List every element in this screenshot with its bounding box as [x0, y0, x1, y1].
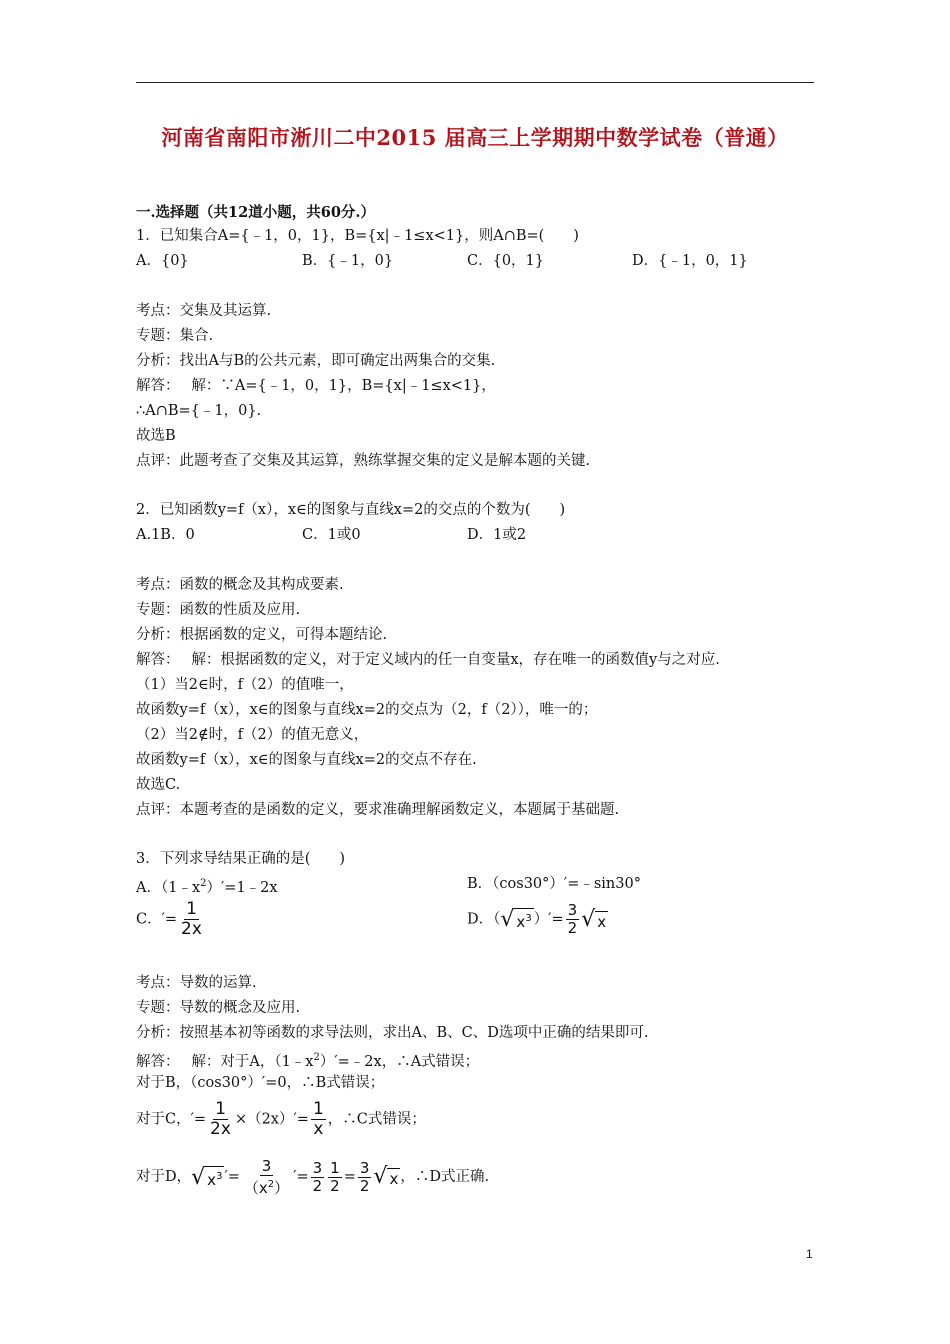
- q1-option-a: A．{0}: [136, 253, 189, 269]
- q2-fenxi: 分析：根据函数的定义，可得本题结论.: [136, 627, 388, 643]
- q1-option-b: B．{﹣1，0}: [302, 253, 394, 269]
- q3-option-a: A．$(1﹣x^2)'=1﹣2x$: [136, 878, 278, 896]
- q1-option-d: D．{﹣1，0，1}: [632, 253, 748, 269]
- q1-dianping: 点评：此题考查了交集及其运算，熟练掌握交集的定义是解本题的关键.: [136, 453, 591, 469]
- section-heading: 一.选择题（共12道小题，共60分.）: [136, 204, 375, 221]
- q1-zhuanti: 专题：集合.: [136, 328, 214, 344]
- q3-stem: 3．下列求导结果正确的是( ): [136, 851, 346, 867]
- q3-jieda-1: 解答： 解：对于A，$(1﹣x^2)'=﹣2x$，∴A式错误；: [136, 1052, 480, 1070]
- q2-jieda-3: 故函数y=f（x），x∈的图象与直线x=2的交点为（2，f（2）），唯一的；: [136, 702, 598, 718]
- fraction-one-over-2x: $\frac{1}{2x}$: [210, 1099, 231, 1139]
- q2-dianping: 点评：本题考查的是函数的定义，要求准确理解函数定义，本题属于基础题.: [136, 802, 620, 818]
- sqrt-x-cubed: √ $x^3$: [500, 907, 532, 932]
- q3-fenxi: 分析：按照基本初等函数的求导法则，求出A、B、C、D选项中正确的结果即可.: [136, 1025, 649, 1041]
- q1-stem: 1．已知集合A={﹣1，0，1}，B={x|﹣1≤x<1}，则A∩B=( ): [136, 228, 579, 244]
- q1-jieda-1: 解答： 解：∵A={﹣1，0，1}，B={x|﹣1≤x<1}，: [136, 378, 496, 394]
- fraction-three-halves: $\frac{3}{2}$: [359, 1158, 370, 1195]
- page-title: 河南省南阳市淅川二中2015 届高三上学期期中数学试卷（普通）: [161, 125, 789, 150]
- q2-jieda-2: （1）当2∈时，f（2）的值唯一，: [136, 677, 354, 693]
- fraction-one-over-x: $\frac{1}{x}$: [312, 1099, 324, 1139]
- q2-jieda-1: 解答： 解：根据函数的定义，对于定义域内的任一自变量x，存在唯一的函数值y与之对应.: [136, 652, 720, 668]
- fraction-one-over-2x: $\frac{1}{2x}$: [181, 899, 202, 939]
- q2-zhuanti: 专题：函数的性质及应用.: [136, 602, 301, 618]
- q2-kaodian: 考点：函数的概念及其构成要素.: [136, 577, 344, 593]
- q2-jieda-4: （2）当2∉时，f（2）的值无意义，: [136, 727, 369, 743]
- q1-fenxi: 分析：找出A与B的公共元素，即可确定出两集合的交集.: [136, 353, 496, 369]
- q3-option-b: B．（cos30°）′=﹣sin30°: [467, 876, 641, 892]
- q3-jieda-3: 对于C，′= $\frac{1}{2x}$ ×（2x）′= $\frac{1}{x}$ ，∴C式错误；: [136, 1099, 426, 1139]
- q2-stem: 2．已知函数y=f（x），x∈的图象与直线x=2的交点的个数为( ): [136, 502, 566, 518]
- q1-kaodian: 考点：交集及其运算.: [136, 303, 272, 319]
- fraction-three-halves: $\frac{3}{2}$: [567, 901, 578, 937]
- q3-option-d: D．（ √ $x^3$ ）′= $\frac{3}{2}$ √ x: [467, 901, 607, 937]
- sqrt-x-cubed: √ $x^3$: [191, 1164, 223, 1190]
- q2-option-c: C．1或0: [302, 527, 361, 543]
- x-one-half: $\frac{1}{2}$: [330, 1158, 340, 1195]
- q2-jieda-5: 故函数y=f（x），x∈的图象与直线x=2的交点不存在.: [136, 752, 477, 768]
- q1-choice: 故选B: [136, 428, 176, 444]
- q3-kaodian: 考点：导数的运算.: [136, 975, 257, 991]
- sqrt-x: √ x: [581, 906, 607, 932]
- q2-option-d: D．1或2: [467, 527, 527, 543]
- q3-option-c: C．′= $\frac{1}{2x}$: [136, 899, 202, 939]
- q2-choice: 故选C.: [136, 777, 181, 793]
- q1-jieda-2: ∴A∩B={﹣1，0}.: [136, 403, 262, 419]
- q2-option-ab: A.1B．0: [136, 527, 195, 543]
- fraction-three-halves: $\frac{3}{2}$: [312, 1158, 323, 1195]
- header-rule: [136, 82, 814, 83]
- q3-zhuanti: 专题：导数的概念及应用.: [136, 1000, 301, 1016]
- q3-jieda-2: 对于B，（cos30°）′=0，∴B式错误；: [136, 1075, 385, 1091]
- power-x-three-halves: $\frac{3}{(x^2)}$: [243, 1156, 290, 1197]
- q3-jieda-4: 对于D， √ $x^3$ ′= $\frac{3}{(x^2)}$ ′= $\frac{3}{2}$ $\frac{1}{2}$ = $\frac{3}{2}$ √ x ，∴D式正确.: [136, 1156, 490, 1197]
- q1-option-c: C．{0，1}: [467, 253, 544, 269]
- page-number: 1: [806, 1247, 813, 1261]
- sqrt-x: √ x: [373, 1164, 399, 1189]
